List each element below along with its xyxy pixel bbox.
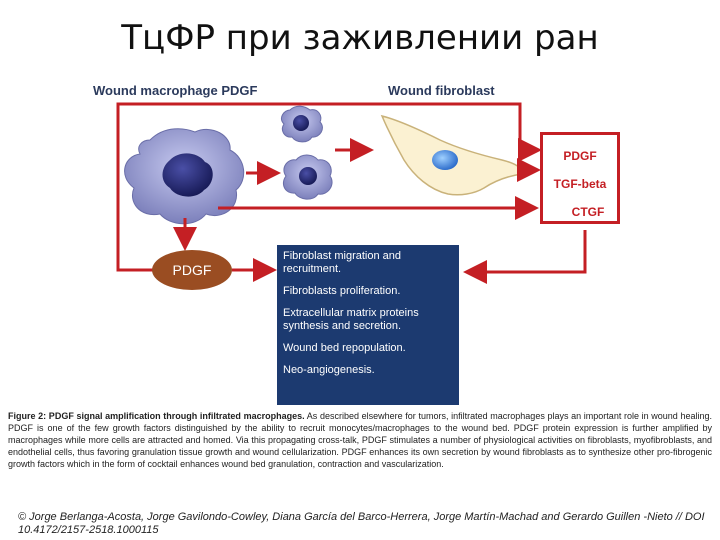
- caption-title: Figure 2: PDGF signal amplification through infiltrated macrophages.: [8, 411, 305, 421]
- caption-text: As described elsewhere for tumors, infiltrated macrophages plays an important role in wound healing. PDGF is one of the few growth factors distinguished by the ability to recruit monocytes/macrophages to the wound bed. PDGF protein expression is further amplified by macrophages while more cells are attracted and homed. Via this propagating cross-talk, PDGF stimulates a number of physiological activities on fibroblasts, myofibroblasts, and endothelial cells, thus favoring granulation tissue growth and wound cellularization. PDGF enhances its own secretion by wound fibroblasts as to synthesize other pro-fibrogenic growth factors which in the form of cocktail enhances wound bed granulation, contraction and vascularization.: [8, 411, 712, 469]
- pdgf-oval-label: PDGF: [172, 262, 212, 278]
- effect-item: Wound bed repopulation.: [283, 342, 406, 354]
- citation-credit: © Jorge Berlanga-Acosta, Jorge Gavilondo-Cowley, Diana García del Barco-Herrera, Jorge Martín-Machad and Gerardo Guillen -Nieto // DOI 10.4172/2157-2518.1000115: [18, 511, 705, 536]
- factor-ctgf: CTGF: [571, 205, 605, 219]
- effect-item: Extracellular matrix proteins synthesis and secretion.: [283, 307, 419, 332]
- effect-item: Neo-angiogenesis.: [283, 364, 375, 376]
- factor-pdgf: PDGF: [563, 149, 597, 163]
- growth-factors-box: [540, 132, 620, 224]
- pdgf-oval: [152, 250, 232, 290]
- small-macrophage-cell: [282, 106, 323, 142]
- figure-caption: [8, 410, 712, 470]
- large-macrophage-cell: [125, 129, 244, 224]
- effects-box: [277, 245, 459, 405]
- effect-item: Fibroblasts proliferation.: [283, 285, 401, 297]
- effect-item: Fibroblast migration and recruitment.: [283, 250, 402, 275]
- fibroblast-cell: [382, 116, 522, 195]
- macrophage-label: Wound macrophage PDGF: [93, 83, 258, 98]
- slide-title: ТцФР при заживлении ран: [121, 18, 599, 58]
- fibroblast-label: Wound fibroblast: [388, 83, 495, 98]
- factor-tgf-beta: TGF-beta: [553, 177, 607, 191]
- small-macrophage-cell: [283, 155, 332, 199]
